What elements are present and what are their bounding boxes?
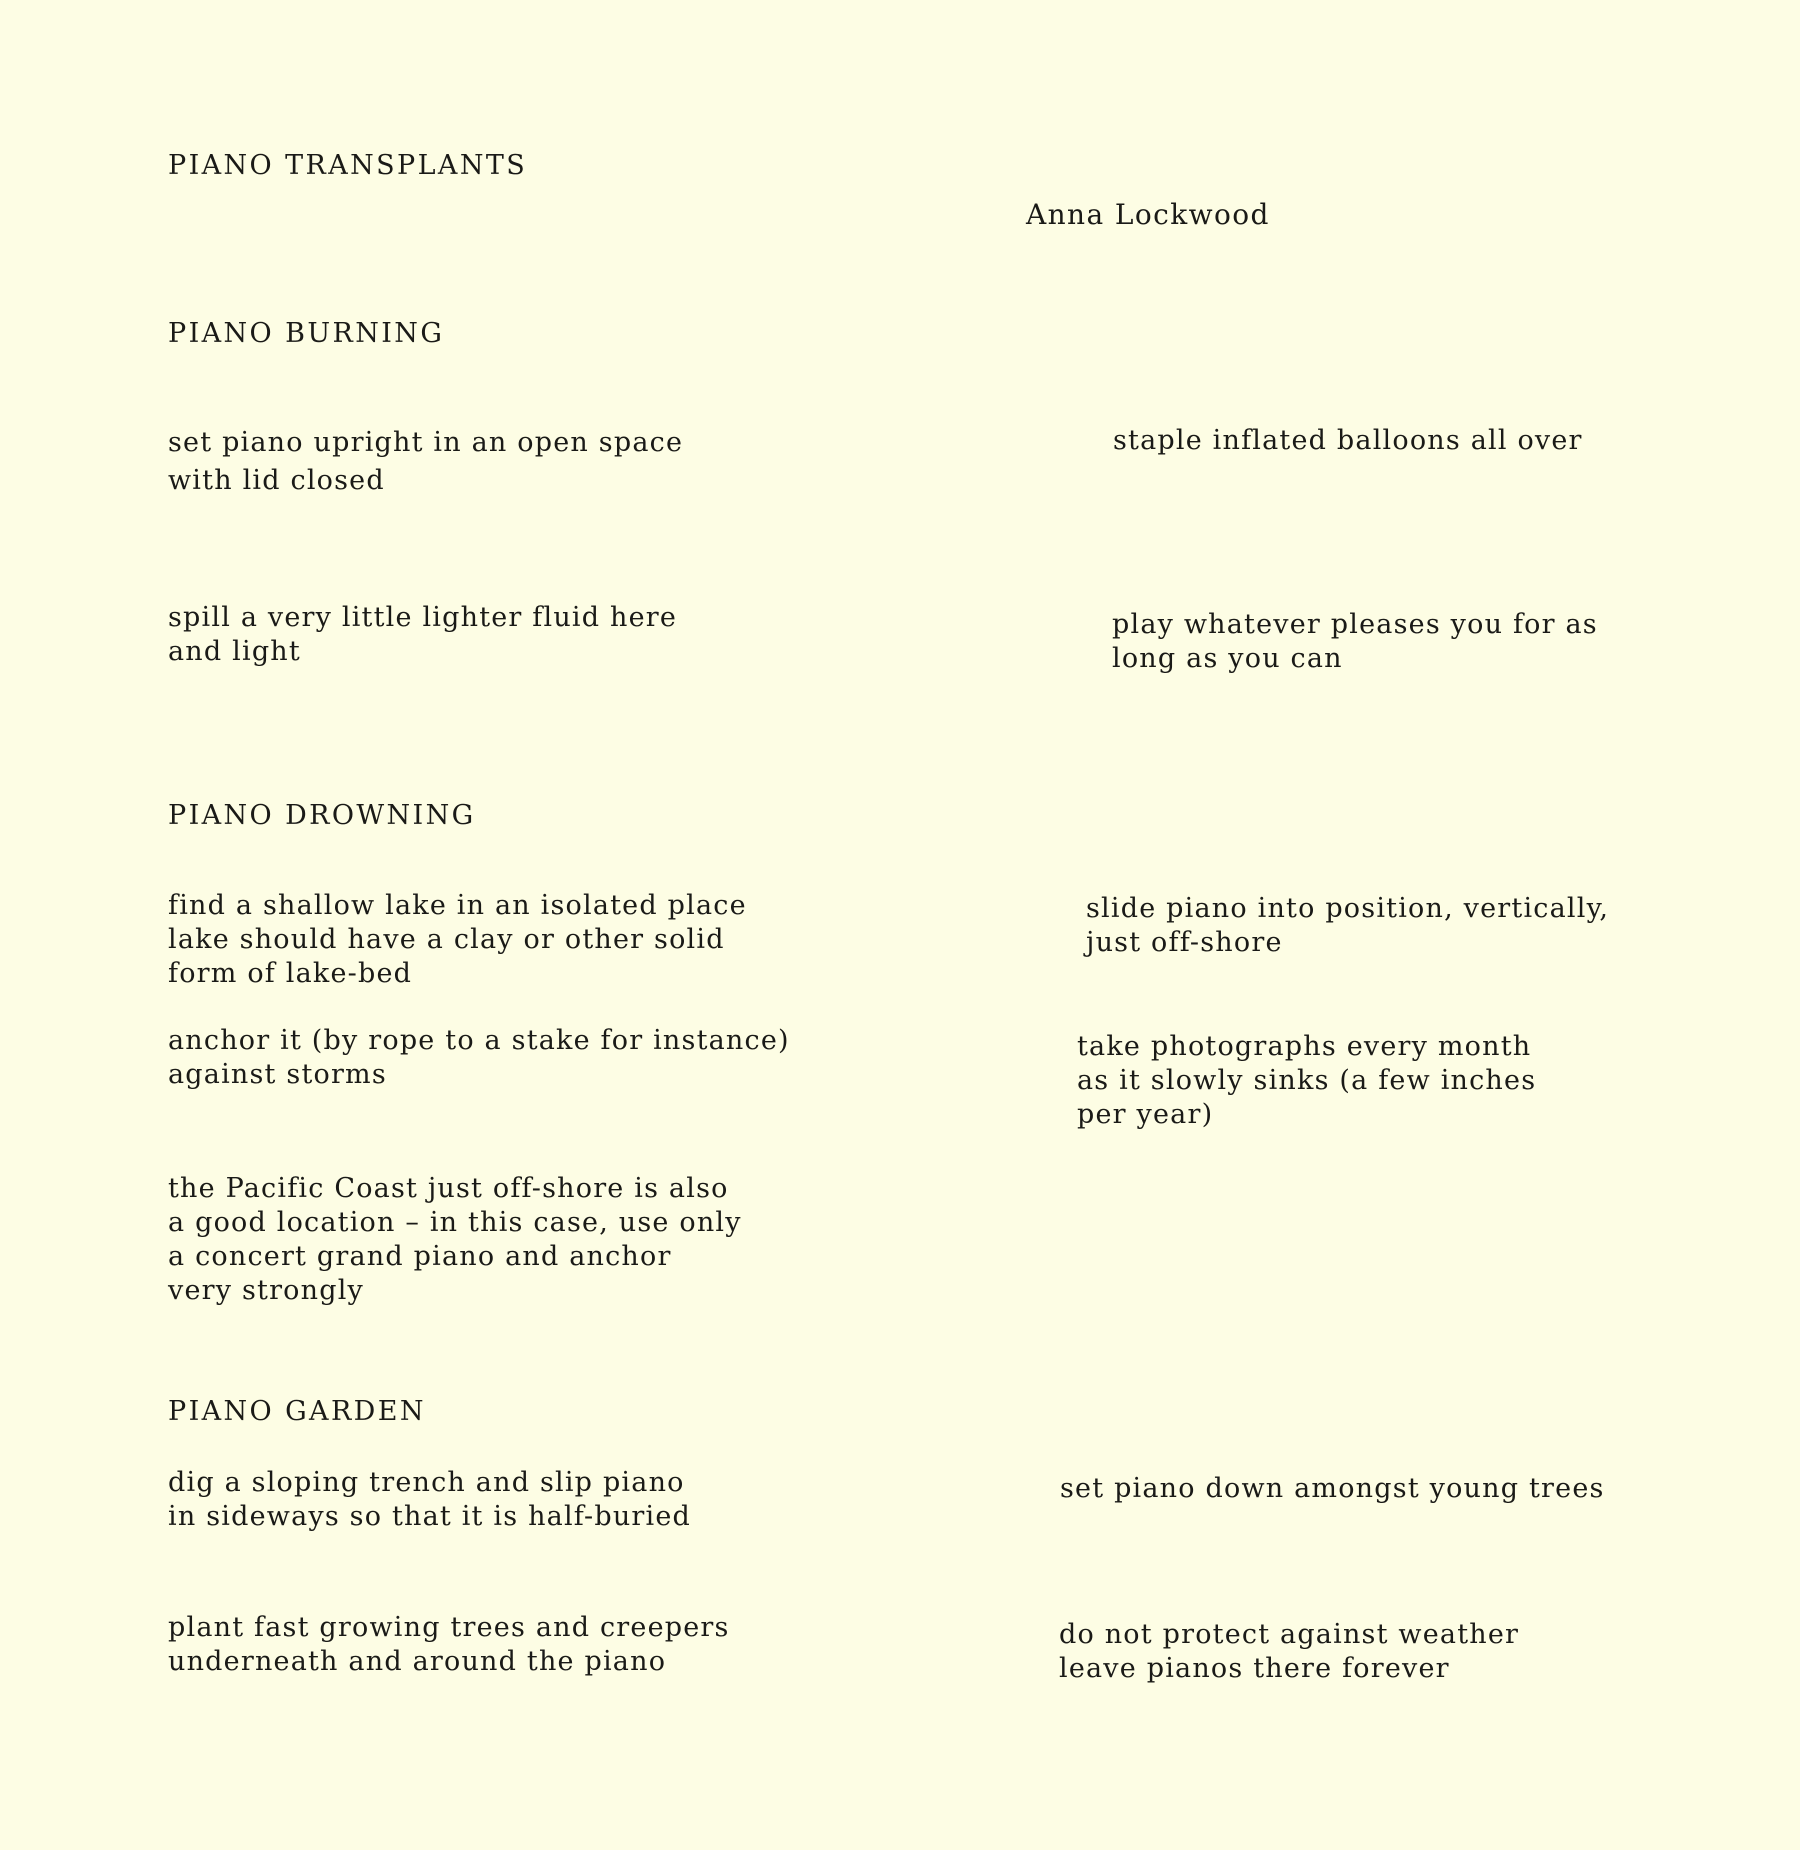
instruction-line: plant fast growing trees and creepers <box>168 1612 730 1643</box>
instruction-line: dig a sloping trench and slip piano <box>168 1467 685 1498</box>
instruction-burning-right-1 <box>1113 424 1583 458</box>
instruction-line: staple inflated balloons all over <box>1113 425 1583 456</box>
instruction-line: leave pianos there forever <box>1059 1653 1450 1684</box>
instruction-garden-right-1 <box>1060 1472 1605 1506</box>
instruction-line: play whatever pleases you for as <box>1112 609 1598 640</box>
section-heading-drowning: PIANO DROWNING <box>168 800 476 831</box>
instruction-drowning-left-3 <box>168 1172 742 1308</box>
instruction-line: do not protect against weather <box>1059 1619 1520 1650</box>
instruction-line: slide piano into position, vertically, <box>1086 893 1610 924</box>
instruction-garden-right-2 <box>1059 1618 1519 1686</box>
instruction-drowning-left-2 <box>168 1024 790 1092</box>
instruction-line: a good location – in this case, use only <box>168 1207 742 1238</box>
section-heading-burning: PIANO BURNING <box>168 318 445 349</box>
instruction-burning-left-2 <box>168 601 677 669</box>
instruction-line: the Pacific Coast just off-shore is also <box>168 1173 729 1204</box>
author-name: Anna Lockwood <box>1026 198 1270 231</box>
instruction-line: in sideways so that it is half-buried <box>168 1501 692 1532</box>
instruction-line: long as you can <box>1112 643 1343 674</box>
instruction-line: set piano down amongst young trees <box>1060 1473 1605 1504</box>
instruction-line: as it slowly sinks (a few inches <box>1077 1065 1537 1096</box>
instruction-line: take photographs every month <box>1077 1031 1532 1062</box>
instruction-line: with lid closed <box>168 465 385 496</box>
instruction-line: just off-shore <box>1086 927 1283 958</box>
instruction-drowning-right-1 <box>1086 892 1609 960</box>
instruction-burning-left-1 <box>168 426 683 498</box>
section-heading-garden: PIANO GARDEN <box>168 1396 426 1427</box>
instruction-line: anchor it (by rope to a stake for instance) <box>168 1025 790 1056</box>
instruction-line: and light <box>168 636 301 667</box>
instruction-line: underneath and around the piano <box>168 1646 667 1677</box>
instruction-line: form of lake-bed <box>168 958 413 989</box>
instruction-line: spill a very little lighter fluid here <box>168 602 678 633</box>
instruction-line: a concert grand piano and anchor <box>168 1241 672 1272</box>
instruction-line: set piano upright in an open space <box>168 427 684 458</box>
instruction-line: against storms <box>168 1059 387 1090</box>
instruction-garden-left-1 <box>168 1466 691 1534</box>
instruction-drowning-right-2 <box>1077 1030 1536 1132</box>
instruction-line: lake should have a clay or other solid <box>168 924 725 955</box>
instruction-drowning-left-1 <box>168 889 747 991</box>
instruction-line: per year) <box>1077 1099 1214 1130</box>
instruction-garden-left-2 <box>168 1611 730 1679</box>
instruction-line: find a shallow lake in an isolated place <box>168 890 747 921</box>
page-title: PIANO TRANSPLANTS <box>168 150 528 181</box>
instruction-line: very strongly <box>168 1275 365 1306</box>
instruction-burning-right-2 <box>1112 608 1598 676</box>
